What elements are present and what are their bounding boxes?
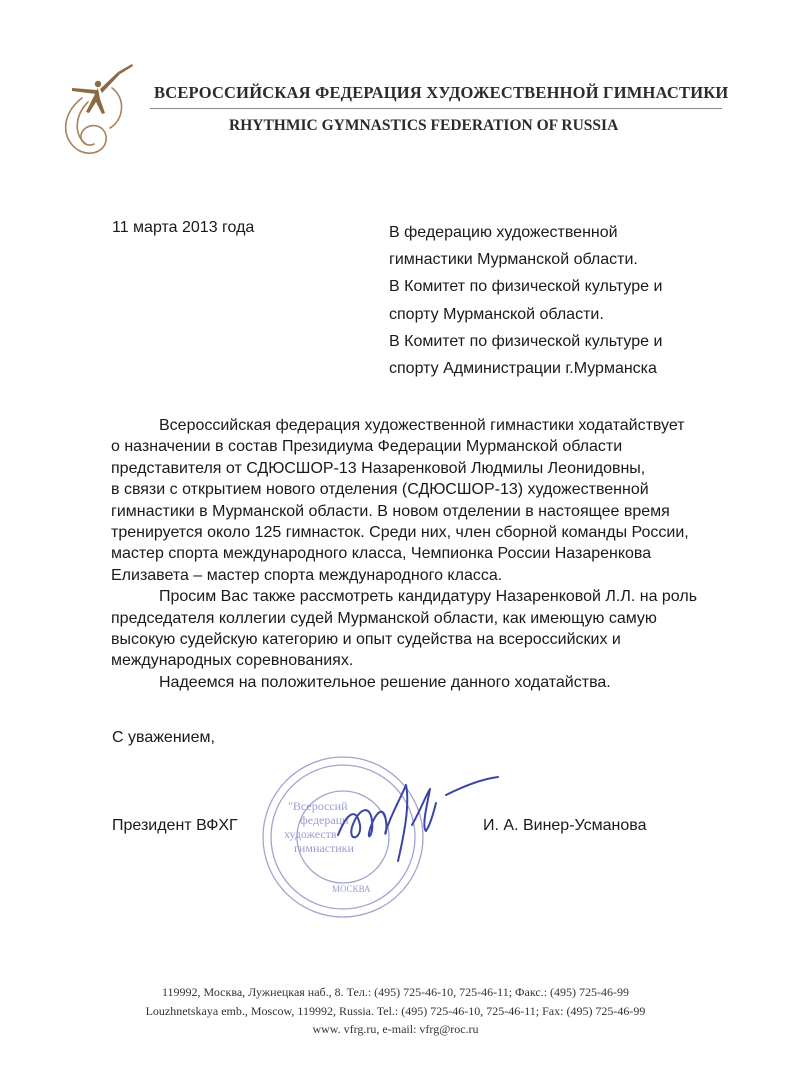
body-line: Просим Вас также рассмотреть кандидатуру Назаренковой Л.Л. на роль xyxy=(159,588,698,606)
stamp-text-line: "Всероссий xyxy=(288,799,348,813)
body-line: председателя коллегии судей Мурманской области, как имеющую самую xyxy=(111,609,657,627)
letter-date: 11 марта 2013 года xyxy=(112,219,255,236)
stamp-bottom-text: МОСКВА xyxy=(332,884,371,894)
signatory-name: И. А. Винер-Усманова xyxy=(483,817,647,834)
body-line: тренируется около 125 гимнасток. Среди них, член сборной команды России, xyxy=(111,524,689,542)
signatory-title: Президент ВФХГ xyxy=(112,817,238,834)
body-line: Надеемся на положительное решение данного ходатайства. xyxy=(159,673,611,691)
body-line: о назначении в состав Президиума Федерации Мурманской области xyxy=(111,438,623,456)
body-line: мастер спорта международного класса, Чемпионка России Назаренкова xyxy=(111,545,652,563)
addressee-line: В Комитет по физической культуре и xyxy=(389,278,663,296)
addressee-line: спорту Администрации г.Мурманска xyxy=(389,360,657,378)
body-line: гимнастики в Мурманской области. В новом отделении в настоящее время xyxy=(111,502,670,520)
stamp-text-line: художеств xyxy=(284,827,337,841)
handwritten-signature xyxy=(326,765,506,865)
footer-address-en: Louzhnetskaya emb., Moscow, 119992, Russia. Tel.: (495) 725-46-10, 725-46-11; Fax: (495) 725-46-99 xyxy=(145,1003,646,1018)
letterhead-title-en: RHYTHMIC GYMNASTICS FEDERATION OF RUSSIA xyxy=(229,117,619,134)
body-line: представителя от СДЮСШОР-13 Назаренковой Людмилы Леонидовны, xyxy=(111,459,646,477)
addressee-block xyxy=(389,219,662,382)
letterhead-footer xyxy=(0,983,791,1039)
gymnast-ribbon-logo-icon xyxy=(52,58,140,158)
stamp-text-line: гимнастики xyxy=(294,841,354,855)
footer-address-ru: 119992, Москва, Лужнецкая наб., 8. Тел.: (495) 725-46-10, 725-46-11; Факс.: (495) 725-46-99 xyxy=(161,985,630,999)
body-line: Всероссийская федерация художественной гимнастики ходатайствует xyxy=(159,417,685,434)
letterhead-title-ru: ВСЕРОССИЙСКАЯ ФЕДЕРАЦИЯ ХУДОЖЕСТВЕННОЙ ГИМНАСТИКИ xyxy=(154,83,729,102)
addressee-line: спорту Мурманской области. xyxy=(389,305,604,323)
letterhead-divider xyxy=(150,108,722,109)
body-line: в связи с открытием нового отделения (СДЮСШОР-13) художественной xyxy=(111,481,649,499)
closing-salutation: С уважением, xyxy=(112,729,215,746)
addressee-line: гимнастики Мурманской области. xyxy=(389,251,638,269)
body-line: высокую судейскую категорию и опыт судейства на всероссийских и xyxy=(111,631,621,649)
body-line: международных соревнованиях. xyxy=(111,652,354,670)
addressee-line: В федерацию художественной xyxy=(389,224,618,241)
letter-body xyxy=(111,415,711,693)
footer-web-email: www. vfrg.ru, e-mail: vfrg@roc.ru xyxy=(312,1022,479,1036)
stamp-text-line: федераци xyxy=(300,813,349,827)
addressee-line: В Комитет по физической культуре и xyxy=(389,332,663,350)
body-line: Елизавета – мастер спорта международного класса. xyxy=(111,566,503,584)
